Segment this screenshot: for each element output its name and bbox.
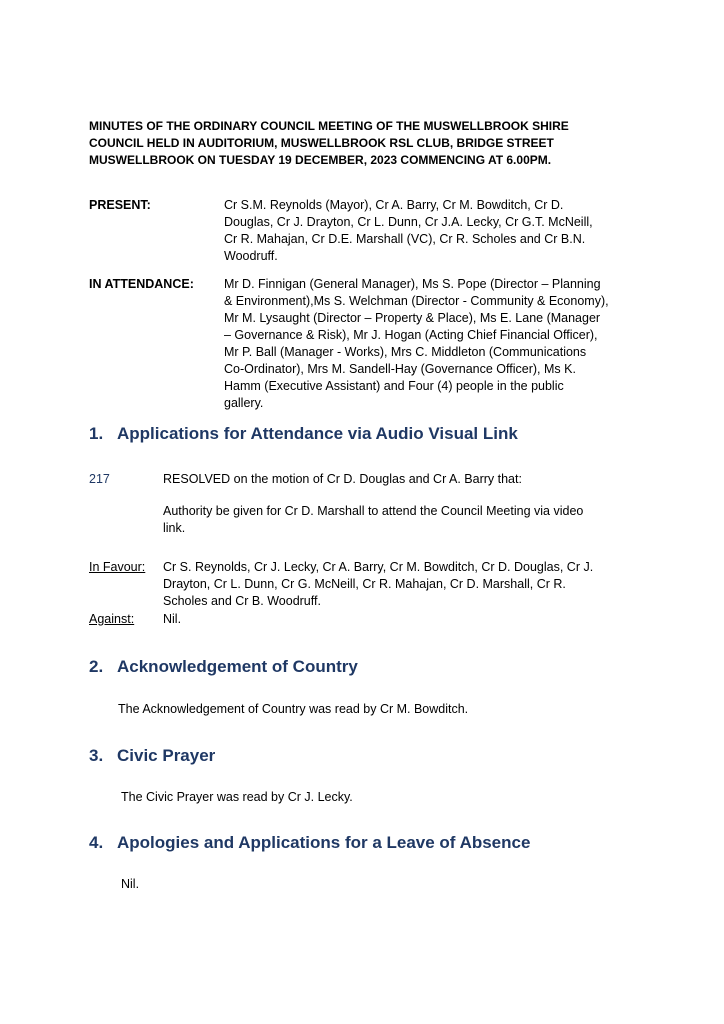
resolution-text (163, 503, 633, 537)
resolution-number: 217 (89, 472, 110, 486)
in-favour-list (163, 559, 633, 610)
section-number: 3. (89, 746, 104, 765)
attendance-line: Hamm (Executive Assistant) and Four (4) people in the public (224, 379, 564, 393)
section-heading-4 (89, 832, 530, 854)
attendance-line: Mr M. Lysaught (Director – Property & Place), Ms E. Lane (Manager (224, 311, 601, 325)
resolution-motion: RESOLVED on the motion of Cr D. Douglas and Cr A. Barry that: (163, 472, 522, 486)
attendance-line: Co-Ordinator), Mrs M. Sandell-Hay (Governance Officer), Ms K. (224, 362, 576, 376)
section-number: 2. (89, 657, 104, 676)
section-number: 1. (89, 424, 104, 443)
present-list (224, 197, 644, 265)
attendance-line: Mr P. Ball (Manager - Works), Mrs C. Middleton (Communications (224, 345, 587, 359)
present-line: Cr S.M. Reynolds (Mayor), Cr A. Barry, Cr M. Bowditch, Cr D. (224, 198, 564, 212)
in-favour-label: In Favour: (89, 560, 146, 574)
section-heading-2 (89, 656, 358, 678)
attendance-line: & Environment),Ms S. Welchman (Director - Community & Economy), (224, 294, 609, 308)
minutes-heading (89, 118, 649, 169)
attendance-line: Mr D. Finnigan (General Manager), Ms S. Pope (Director – Planning (224, 277, 601, 291)
present-line: Douglas, Cr J. Drayton, Cr L. Dunn, Cr J.A. Lecky, Cr G.T. McNeill, (224, 215, 593, 229)
section-title: Acknowledgement of Country (117, 657, 358, 676)
attendance-list (224, 276, 644, 412)
against-label: Against: (89, 612, 135, 626)
against-value: Nil. (163, 612, 182, 626)
resolution-line: link. (163, 521, 186, 535)
section-title: Apologies and Applications for a Leave of Absence (117, 833, 531, 852)
prayer-text: The Civic Prayer was read by Cr J. Lecky. (121, 790, 353, 804)
section-title: Civic Prayer (117, 746, 216, 765)
attendance-line: gallery. (224, 396, 264, 410)
in-favour-line: Cr S. Reynolds, Cr J. Lecky, Cr A. Barry, Cr M. Bowditch, Cr D. Douglas, Cr J. (163, 560, 594, 574)
resolution-line: Authority be given for Cr D. Marshall to attend the Council Meeting via video (163, 504, 584, 518)
present-line: Cr R. Mahajan, Cr D.E. Marshall (VC), Cr R. Scholes and Cr B.N. (224, 232, 586, 246)
heading-line: COUNCIL HELD IN AUDITORIUM, MUSWELLBROOK RSL CLUB, BRIDGE STREET (89, 136, 554, 150)
apologies-text: Nil. (121, 877, 140, 891)
attendance-line: – Governance & Risk), Mr J. Hogan (Acting Chief Financial Officer), (224, 328, 598, 342)
section-title: Applications for Attendance via Audio Visual Link (117, 424, 518, 443)
heading-line: MINUTES OF THE ORDINARY COUNCIL MEETING OF THE MUSWELLBROOK SHIRE (89, 119, 569, 133)
present-line: Woodruff. (224, 249, 278, 263)
section-heading-1 (89, 423, 518, 445)
present-label: PRESENT: (89, 198, 151, 212)
heading-line: MUSWELLBROOK ON TUESDAY 19 DECEMBER, 2023 COMMENCING AT 6.00PM. (89, 153, 552, 167)
in-favour-line: Drayton, Cr L. Dunn, Cr G. McNeill, Cr R. Mahajan, Cr D. Marshall, Cr R. (163, 577, 566, 591)
attendance-label: IN ATTENDANCE: (89, 277, 194, 291)
in-favour-line: Scholes and Cr B. Woodruff. (163, 594, 321, 608)
acknowledgement-text: The Acknowledgement of Country was read by Cr M. Bowditch. (118, 702, 469, 716)
section-heading-3 (89, 745, 215, 767)
section-number: 4. (89, 833, 104, 852)
